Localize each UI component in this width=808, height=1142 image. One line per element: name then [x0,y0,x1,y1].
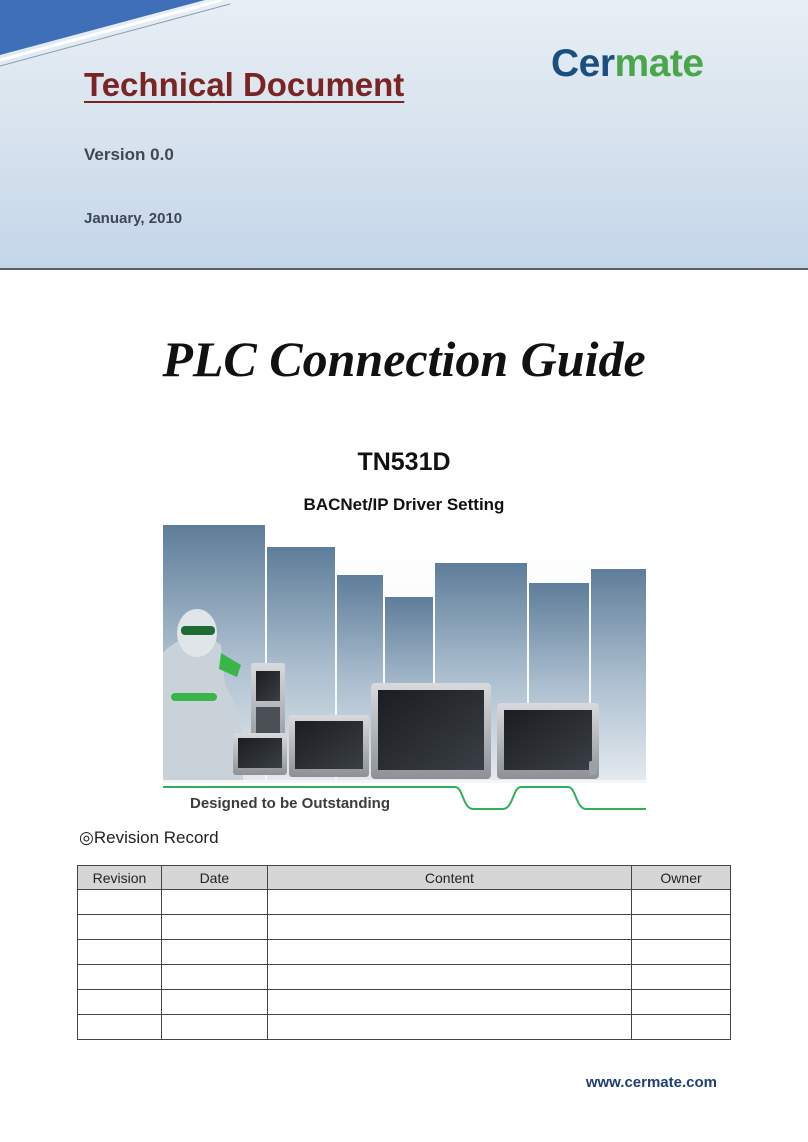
website-link[interactable]: www.cermate.com [585,1074,717,1091]
table-cell [632,915,731,940]
table-row [78,1015,731,1040]
table-cell [78,990,162,1015]
product-banner-image [163,525,646,812]
doc-title: Technical Document [84,66,405,103]
table-cell [78,890,162,915]
table-cell [267,990,631,1015]
table-row [78,965,731,990]
date-label: January, 2010 [84,210,183,227]
column-header-date: Date [161,866,267,890]
table-cell [78,940,162,965]
banner-slogan: Designed to be Outstanding [190,795,391,812]
header-band [0,0,808,270]
column-header-revision: Revision [78,866,162,890]
table-cell [267,1015,631,1040]
table-row [78,890,731,915]
table-row [78,915,731,940]
brand-logo [551,42,704,86]
brand-logo-part1: Cer [551,42,615,85]
hmi-device-medium [289,715,369,777]
table-cell [161,1015,267,1040]
hmi-device-wide [497,703,599,779]
table-cell [161,965,267,990]
revision-record-heading: ◎Revision Record [79,828,219,847]
table-cell [632,965,731,990]
table-cell [632,990,731,1015]
page-title: PLC Connection Guide [162,331,646,387]
table-row [78,940,731,965]
document-subtitle: BACNet/IP Driver Setting [303,495,505,514]
hmi-device-compact [233,733,287,775]
table-cell [632,940,731,965]
table-cell [78,1015,162,1040]
background-panel [591,569,646,780]
column-header-owner: Owner [632,866,731,890]
table-cell [267,915,631,940]
table-cell [267,890,631,915]
brand-logo-part2: mate [614,42,704,85]
table-cell [161,890,267,915]
table-cell [161,940,267,965]
table-cell [161,990,267,1015]
table-cell [267,940,631,965]
table-cell [161,915,267,940]
model-number: TN531D [357,448,451,476]
table-header-row [78,866,731,890]
table-cell [632,890,731,915]
table-cell [78,915,162,940]
corner-stripe [0,0,230,70]
table-cell [267,965,631,990]
column-header-content: Content [267,866,631,890]
table-cell [632,1015,731,1040]
hmi-device-large [371,683,491,779]
version-label: Version 0.0 [84,145,174,164]
revision-table [77,865,731,1040]
table-cell [78,965,162,990]
table-row [78,990,731,1015]
